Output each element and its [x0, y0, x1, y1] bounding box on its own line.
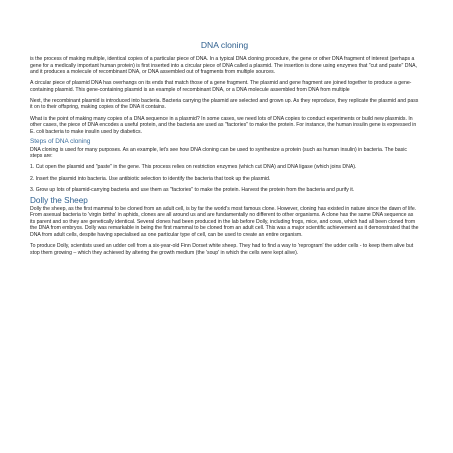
dolly-heading: Dolly the Sheep — [30, 195, 88, 205]
step-1: 1. Cut open the plasmid and "paste" in the gene. This process relies on restriction enzymes (which cut DNA) and DNA ligase (which joins DNA). — [30, 164, 357, 171]
plasmid-paragraph: A circular piece of plasmid DNA has overhangs on its ends that match those of a gene fragment. The plasmid and gene fragment are joined together to produce a gene-containing plasmid. This gene-containing plasmid is an example of recombinant DNA, or a DNA molecule assembled from DNA from multiple — [30, 80, 412, 93]
dolly-paragraph-2: To produce Dolly, scientists used an udder cell from a six-year-old Finn Dorset white sheep. They had to find a way to 'reprogram' the udder cells - to keep them alive but stop them growing – which they achieved by altering the growth medium (the 'soup' in which the cells were kept alive). — [30, 243, 414, 256]
purpose-paragraph: What is the point of making many copies of a DNA sequence in a plasmid? In some cases, we need lots of DNA copies to conduct experiments or build new plasmids. In other cases, the piece of DNA encodes a useful protein, and the bacteria are used as "factories" to make the protein. For instance, the human insulin gene is expressed in E. coli bacteria to make insulin used by diabetics. — [30, 115, 417, 135]
steps-heading: Steps of DNA cloning — [30, 137, 91, 145]
document-title: DNA cloning — [200, 40, 249, 50]
step-2: 2. Insert the plasmid into bacteria. Use antibiotic selection to identify the bacteria that took up the plasmid. — [30, 175, 271, 182]
bacteria-paragraph: Next, the recombinant plasmid is introduced into bacteria. Bacteria carrying the plasmid are selected and grown up. As they reproduce, they replicate the plasmid and pass it on to their offspring, making copies of the DNA it contains. — [30, 97, 419, 111]
intro-paragraph: is the process of making multiple, identical copies of a particular piece of DNA. In a typical DNA cloning procedure, the gene or other DNA fragment of interest (perhaps a gene for a medically important human protein) is first inserted into a circular piece of DNA called a plasmid. The insertion is done using enzymes that "cut and paste" DNA, and it produces a molecule of recombinant DNA, or DNA assembled out of fragments from multiple sources. — [30, 56, 418, 76]
dolly-paragraph-1: Dolly the sheep, as the first mammal to be cloned from an adult cell, is by far the world's most famous clone. However, cloning has existed in nature since the dawn of life. From asexual bacteria to 'virgin births' in aphids, clones are all around us and are fundamentally no different to other organisms. A clone has the same DNA sequence as its parent and so they are genetically identical. Several clones had been produced in the lab before Dolly, including frogs, mice, and cows, which had all been cloned from the DNA from embryos. Dolly was remarkable in being the first mammal to be cloned from an adult cell. This was a major scientific achievement as it demonstrated that the DNA from adult cells, despite having specialised as one particular type of cell, can be used to create an entire organism. — [30, 205, 419, 238]
steps-intro-paragraph: DNA cloning is used for many purposes. As an example, let's see how DNA cloning can be used to synthesize a protein (such as human insulin) in bacteria. The basic steps are: — [30, 146, 407, 160]
step-3: 3. Grow up lots of plasmid-carrying bacteria and use them as "factories" to make the protein. Harvest the protein from the bacteria and purify it. — [30, 186, 355, 193]
